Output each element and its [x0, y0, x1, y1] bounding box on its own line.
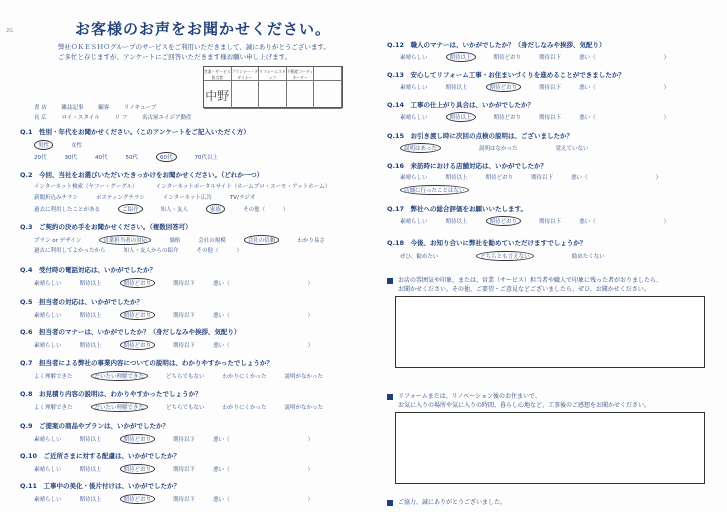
- option[interactable]: ぜひ、勧めたい: [400, 254, 439, 260]
- option[interactable]: 期待以下: [539, 85, 562, 91]
- question-label: Q.16 来訪時における店舗対応は、いかがでしたか？: [387, 162, 548, 170]
- question-13-options: [400, 82, 687, 92]
- option[interactable]: その他（: [196, 248, 219, 254]
- question-1-options: [34, 140, 100, 150]
- question-6: [20, 327, 241, 336]
- option[interactable]: 素晴らしい: [34, 467, 62, 473]
- question-label: Q.11 工事中の美化・後片付けは、いかがでしたか？: [20, 482, 181, 490]
- option[interactable]: 期待以上: [79, 313, 102, 319]
- question-2-options: [34, 182, 348, 190]
- question-14-options: [400, 112, 687, 122]
- option[interactable]: 知人・友人: [160, 207, 189, 213]
- question-label: Q.9 ご提案の商品やプランは、いかがでしたか？: [20, 422, 170, 430]
- question-16: [387, 161, 547, 170]
- option[interactable]: 期待以下: [173, 497, 196, 503]
- option: ）: [307, 281, 314, 287]
- option[interactable]: 悪い（: [213, 467, 230, 473]
- option[interactable]: わかり易さ: [297, 238, 325, 244]
- option[interactable]: 悪い（: [213, 437, 230, 443]
- page-mark: 2G: [6, 28, 14, 34]
- option-selected[interactable]: 期待どおり: [486, 82, 522, 92]
- comment-box-2[interactable]: [395, 412, 705, 484]
- option[interactable]: 20代: [34, 155, 47, 161]
- intro-text: [58, 42, 348, 62]
- ref-item[interactable]: リ フ: [114, 115, 128, 121]
- question-6-options: [34, 340, 331, 350]
- footer-thanks: ご協力、誠にありがとうございました。: [398, 499, 507, 506]
- option[interactable]: 期待以下: [539, 115, 562, 121]
- option[interactable]: 70代以上: [194, 155, 218, 161]
- question-17: [387, 204, 527, 213]
- box2-prompt: [398, 392, 650, 410]
- option[interactable]: 素晴らしい: [34, 313, 62, 319]
- option[interactable]: プラン or デザイン: [34, 238, 82, 244]
- question-label: Q.4 受付時の電話対応は、いかがでしたか？: [20, 266, 157, 274]
- option[interactable]: 価格: [169, 238, 181, 244]
- ref-item[interactable]: リノキューブ: [124, 105, 157, 111]
- question-label: Q.10 ご近所さまに対する配慮は、いかがでしたか？: [20, 452, 181, 460]
- box1-line: お聞かせください。その他、ご要望・ご意見などございましたら、ぜひ、お聞かせください。: [398, 286, 650, 293]
- question-15-options: [400, 143, 606, 153]
- question-14: [387, 100, 534, 109]
- option[interactable]: 覚えていない: [555, 146, 589, 152]
- staff-header: プランナー・デザイナー: [231, 69, 259, 80]
- option[interactable]: 悪い（: [571, 175, 588, 181]
- option[interactable]: どちらでもない: [166, 374, 205, 380]
- option[interactable]: 説明はなかった: [478, 146, 518, 152]
- staff-header: 営業・サービス担当者: [204, 69, 231, 80]
- option[interactable]: 期待どおり: [493, 115, 522, 121]
- question-2: [20, 170, 263, 179]
- option[interactable]: 素晴らしい: [34, 497, 62, 503]
- option-selected[interactable]: 営業担当者の対応: [99, 235, 151, 245]
- question-label: Q.15 お引き渡し時に次回の点検の説明は、ございましたか？: [387, 132, 574, 140]
- option[interactable]: ポスティングチラシ: [96, 195, 145, 201]
- option[interactable]: 悪い（: [213, 313, 230, 319]
- option-selected[interactable]: だいたい理解できた: [91, 371, 149, 381]
- option[interactable]: 50代: [125, 155, 138, 161]
- question-label: Q.2 今回、当社をお選びいただいたきっかけをお聞かせください。（どれか一つ）: [20, 171, 264, 179]
- option[interactable]: インターネット広告: [162, 195, 212, 201]
- staff-header: [314, 67, 342, 81]
- bullet-icon: [387, 500, 393, 506]
- option: ）: [307, 343, 314, 349]
- reference-checkboxes: [34, 103, 205, 123]
- question-17-options: [400, 216, 687, 226]
- question-label: Q.5 担当者の対応は、いかがでしたか？: [20, 298, 144, 306]
- option: ）: [307, 467, 314, 473]
- question-label: Q.12 職人のマナーは、いかがでしたか？（身だしなみや挨拶、気配り）: [387, 41, 606, 49]
- option-selected[interactable]: ご紹介: [118, 204, 143, 214]
- option: ）: [663, 115, 670, 121]
- option[interactable]: 新聞折込みチラシ: [34, 195, 79, 201]
- option[interactable]: 素晴らしい: [400, 55, 428, 61]
- option-selected[interactable]: 説明はあった: [400, 143, 441, 153]
- question-9: [20, 421, 169, 430]
- option[interactable]: 素晴らしい: [400, 115, 428, 121]
- option-selected[interactable]: 期待どおり: [120, 494, 156, 504]
- option[interactable]: 期待どおり: [493, 55, 522, 61]
- question-9-options: [34, 434, 331, 444]
- box1-line: お店の雰囲気や印象、または、営業（サービス）担当者や職人で印象に残った者がおりましたら、: [398, 277, 663, 284]
- option-selected[interactable]: 60代: [156, 152, 177, 162]
- ref-item[interactable]: 顧客: [98, 105, 110, 111]
- box2-line: お気に入りの場所や気に入りの時間、暮らし心地など、工事後のご感想をお聞かせください。: [398, 402, 651, 409]
- question-7-options: [34, 371, 341, 381]
- question-label: Q.17 弊社への総合評価をお願いいたします。: [387, 205, 528, 213]
- ref-item[interactable]: 書 店: [34, 105, 47, 111]
- option[interactable]: よく理解できた: [34, 405, 73, 411]
- question-18-options: [400, 251, 623, 261]
- staff-cell: [259, 81, 287, 109]
- question-label: Q.13 安心してリフォーム工事・お住まいづくりを進めることができましたか？: [387, 71, 625, 79]
- option[interactable]: 期待以上: [79, 437, 102, 443]
- option[interactable]: 期待以下: [173, 281, 196, 287]
- option[interactable]: 悪い（: [579, 85, 596, 91]
- option[interactable]: 説明がなかった: [284, 405, 324, 411]
- option[interactable]: 期待以下: [539, 55, 562, 61]
- question-8-options: [34, 402, 341, 412]
- ref-item[interactable]: 名古屋エイジア動産: [141, 115, 192, 121]
- option[interactable]: ）: [283, 207, 289, 213]
- option[interactable]: 知人・友人からの紹介: [123, 248, 179, 254]
- question-8: [20, 389, 202, 398]
- question-11-options: [34, 494, 331, 504]
- box1-prompt: [398, 276, 662, 294]
- option-selected[interactable]: 期待どおり: [486, 216, 522, 226]
- option-selected[interactable]: 店舗に行ったことはない: [400, 185, 469, 195]
- staff-signature: 中野: [204, 81, 232, 109]
- option-selected[interactable]: 期待どおり: [120, 434, 156, 444]
- option[interactable]: その他（: [243, 207, 266, 213]
- staff-cell: [314, 81, 342, 109]
- option[interactable]: 悪い（: [579, 55, 596, 61]
- option-selected[interactable]: 家族: [206, 204, 225, 214]
- option[interactable]: 期待以下: [539, 219, 562, 225]
- option[interactable]: 勧めたくない: [571, 254, 605, 260]
- option[interactable]: 期待以上: [79, 343, 102, 349]
- question-1: [20, 127, 250, 136]
- question-label: Q.6 担当者のマナーは、いかがでしたか？（身だしなみや挨拶、気配り）: [20, 328, 241, 336]
- question-13: [387, 70, 625, 79]
- option-selected[interactable]: 会社の信頼: [244, 235, 280, 245]
- option[interactable]: 期待以上: [79, 497, 102, 503]
- option[interactable]: 期待以上: [79, 467, 102, 473]
- question-12: [387, 40, 606, 49]
- option-selected[interactable]: 期待どおり: [120, 464, 156, 474]
- option[interactable]: 期待以下: [531, 175, 554, 181]
- option[interactable]: 悪い（: [213, 343, 230, 349]
- question-16-options: [400, 173, 679, 181]
- question-1-options-age: [34, 152, 236, 162]
- question-15: [387, 131, 573, 140]
- ref-item[interactable]: ロイ・スタイル: [61, 115, 100, 121]
- option[interactable]: 会社の規模: [198, 238, 226, 244]
- option[interactable]: どちらでもない: [166, 405, 205, 411]
- option[interactable]: インターネットポータルサイト（ホームプロ・スーモ・アットホーム）: [155, 184, 331, 190]
- option: ）: [655, 175, 662, 181]
- option-selected[interactable]: だいたい理解できた: [91, 402, 149, 412]
- option[interactable]: 説明がなかった: [284, 374, 324, 380]
- comment-box-1[interactable]: [395, 296, 705, 368]
- option[interactable]: 期待以上: [445, 219, 468, 225]
- option-selected[interactable]: 期待以上: [446, 112, 476, 122]
- option[interactable]: 期待どおり: [485, 175, 514, 181]
- staff-table: [203, 66, 343, 108]
- option: ）: [307, 437, 314, 443]
- option[interactable]: わかりにくかった: [222, 374, 267, 380]
- option: ）: [663, 55, 670, 61]
- option[interactable]: 悪い（: [579, 115, 596, 121]
- option[interactable]: 素晴らしい: [34, 281, 62, 287]
- option-selected[interactable]: 期待どおり: [120, 278, 156, 288]
- question-3: [20, 222, 192, 231]
- option-selected[interactable]: 期待以上: [446, 52, 476, 62]
- question-label: Q.3 ご契約の決め手をお聞かせください。（複数回答可）: [20, 223, 192, 231]
- question-7: [20, 358, 273, 367]
- option[interactable]: 過去に利用したことがある: [34, 207, 101, 213]
- question-16-options: [400, 185, 487, 195]
- intro-line: 弊社ＯＫＥＳＨＯグループのサービスをご利用いただきまして、誠にありがとうございます。: [58, 43, 330, 51]
- staff-cell: [287, 81, 315, 109]
- question-10: [20, 451, 180, 460]
- option[interactable]: 悪い（: [213, 497, 230, 503]
- option[interactable]: 過去に利用してよかったから: [34, 248, 106, 254]
- option[interactable]: 悪い（: [213, 281, 230, 287]
- option[interactable]: 素晴らしい: [400, 85, 428, 91]
- question-5: [20, 297, 143, 306]
- option-selected[interactable]: 期待どおり: [120, 340, 156, 350]
- option[interactable]: 期待以上: [79, 281, 102, 287]
- option: ）: [663, 85, 670, 91]
- question-label: Q.14 工事の仕上がり具合は、いかがでしたか？: [387, 101, 535, 109]
- question-3-options: [34, 246, 260, 254]
- question-2-options: [34, 193, 273, 201]
- option[interactable]: わかりにくかった: [222, 405, 267, 411]
- question-label: Q.7 担当者による弊社の事業内容についての説明は、わかりやすかったでしょうか？: [20, 359, 273, 367]
- option[interactable]: 期待以下: [173, 467, 196, 473]
- bullet-icon: [387, 278, 393, 284]
- page-title: お客様のお声をお聞かせください。: [75, 20, 332, 38]
- question-2-options: [34, 204, 307, 214]
- question-label: Q.1 性別・年代をお聞かせください。（このアンケートをご記入いただく方）: [20, 128, 250, 136]
- ref-item[interactable]: 長 広: [34, 115, 47, 121]
- question-12-options: [400, 52, 687, 62]
- option[interactable]: 期待以上: [445, 175, 468, 181]
- bullet-icon: [387, 394, 393, 400]
- box2-line: リフォームまたは、リノベーション後のお住まいで、: [398, 393, 541, 400]
- option: ）: [307, 497, 314, 503]
- question-10-options: [34, 464, 331, 474]
- option[interactable]: よく理解できた: [34, 374, 73, 380]
- question-18: [387, 238, 586, 247]
- intro-line: ご多忙と存じますが、アンケートにご回答いただきます様お願い申し上げます。: [58, 53, 292, 61]
- option[interactable]: TV/ラジオ: [229, 195, 256, 201]
- option[interactable]: 期待以上: [445, 85, 468, 91]
- option[interactable]: 素晴らしい: [34, 343, 62, 349]
- question-3-options: [34, 235, 343, 245]
- option[interactable]: 素晴らしい: [400, 219, 428, 225]
- question-4: [20, 265, 156, 274]
- option-selected[interactable]: 期待どおり: [120, 310, 156, 320]
- option[interactable]: ）: [236, 248, 243, 254]
- staff-header: 不動産コーディネーター: [286, 69, 314, 80]
- question-11: [20, 481, 180, 490]
- option[interactable]: 女性: [71, 143, 83, 149]
- option[interactable]: 素晴らしい: [34, 437, 62, 443]
- question-4-options: [34, 278, 331, 288]
- question-label: Q.8 お見積り内容の説明は、わかりやすかったでしょうか？: [20, 390, 202, 398]
- option[interactable]: 30代: [64, 155, 77, 161]
- staff-header: リフォームスタッフ: [259, 69, 286, 80]
- option[interactable]: インターネット検索（ヤフー・グーグル）: [34, 184, 138, 190]
- option: ）: [663, 219, 670, 225]
- question-5-options: [34, 310, 331, 320]
- option-selected[interactable]: どちらとも言えない: [476, 251, 534, 261]
- option[interactable]: 期待以下: [173, 343, 196, 349]
- option[interactable]: 期待以下: [173, 313, 196, 319]
- question-label: Q.18 今後、お知り合いに弊社を勧めていただけますでしょうか？: [387, 239, 587, 247]
- option[interactable]: 期待以下: [173, 437, 196, 443]
- staff-cell: [232, 81, 260, 109]
- option: ）: [307, 313, 314, 319]
- ref-item[interactable]: 雑誌記事: [61, 105, 84, 111]
- option[interactable]: 素晴らしい: [400, 175, 428, 181]
- option[interactable]: 40代: [95, 155, 108, 161]
- option-selected[interactable]: 男性: [34, 140, 53, 150]
- option[interactable]: 悪い（: [579, 219, 596, 225]
